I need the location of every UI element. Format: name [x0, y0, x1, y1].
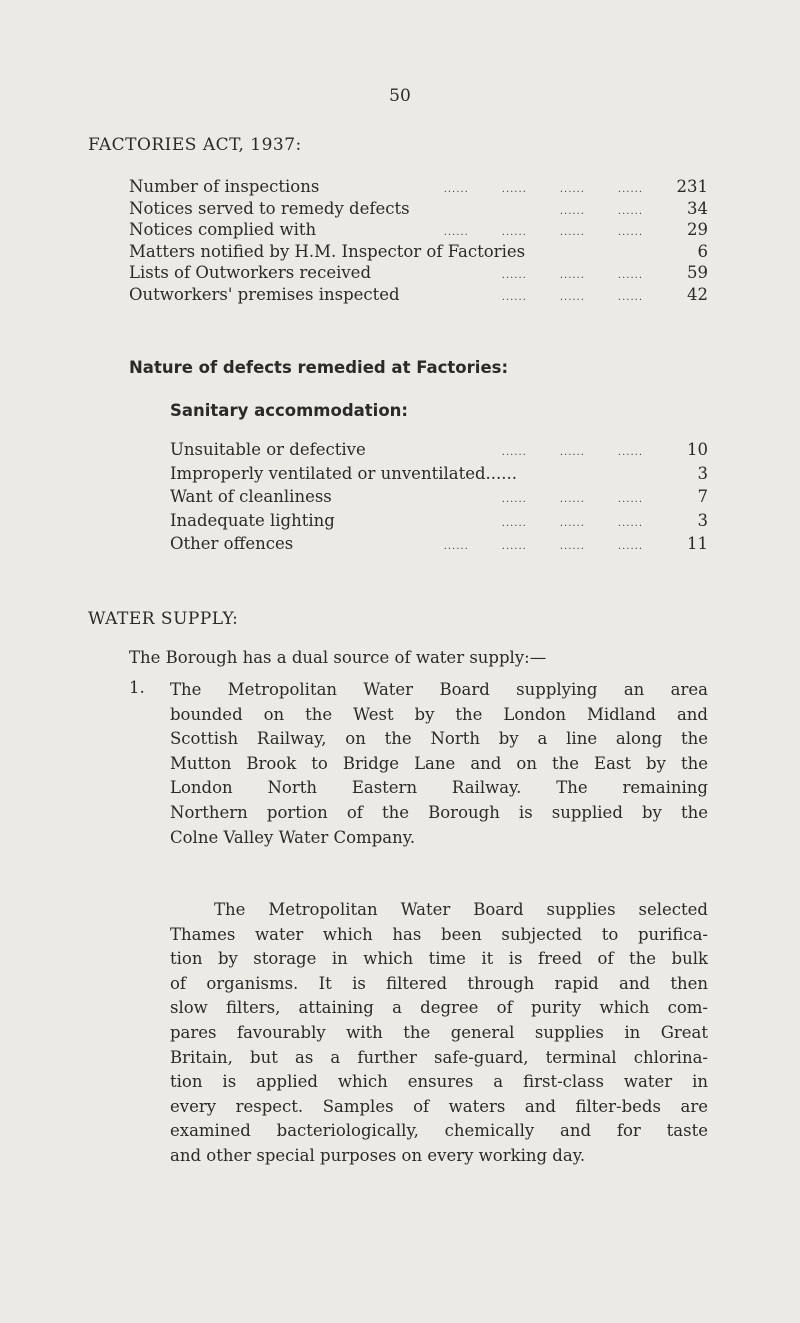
leader-dots: [400, 292, 668, 303]
leader-dot-group: ......: [443, 541, 469, 552]
leader-dot-group: ......: [617, 227, 643, 239]
row-label: Matters notified by H.M. Inspector of Factories: [129, 241, 526, 261]
row-value: 231: [676, 177, 708, 196]
leader-dot-group: ......: [617, 292, 643, 303]
leader-dot-group: ......: [617, 541, 643, 552]
water-supply-heading: WATER SUPPLY:: [88, 609, 239, 629]
row-value: 59: [687, 263, 708, 283]
paragraph-line: Colne Valley Water Company.: [170, 827, 416, 847]
table-row: [170, 534, 708, 558]
table-row: [129, 285, 708, 309]
leader-dot-group: ......: [501, 447, 527, 458]
paragraph-line: Thames water which has been subjected to purifica-: [170, 924, 708, 944]
leader-dot-group: ......: [617, 494, 643, 505]
row-value: 7: [697, 487, 708, 506]
paragraph-line: The Metropolitan Water Board supplying an area: [170, 680, 708, 699]
leader-dot-group: ......: [617, 205, 643, 217]
row-value: 11: [687, 534, 708, 553]
leader-dot-group: ......: [559, 227, 585, 239]
leader-dot-group: ......: [501, 541, 527, 552]
paragraph-line: bounded on the West by the London Midland and: [170, 704, 708, 724]
row-value: 3: [697, 510, 708, 530]
leader-dot-group: ......: [501, 184, 527, 195]
leader-dots: [410, 206, 668, 217]
leader-dot-group: ......: [443, 184, 469, 195]
row-label: Inadequate lighting: [170, 510, 335, 530]
page-number: 50: [389, 86, 411, 106]
paragraph-line: Mutton Brook to Bridge Lane and on the East by the: [170, 753, 708, 773]
row-label: Notices served to remedy defects: [129, 198, 410, 218]
factories-act-heading: FACTORIES ACT, 1937:: [88, 135, 302, 155]
defects-heading: Nature of defects remedied at Factories:: [129, 358, 509, 377]
table-row: [129, 242, 708, 266]
leader-dot-group: ......: [617, 270, 643, 282]
paragraph-line: The Metropolitan Water Board supplies selected: [214, 900, 708, 919]
leader-dot-group: ......: [501, 517, 527, 529]
paragraph-line: London North Eastern Railway. The remaining: [170, 778, 708, 798]
leader-dot-group: ......: [617, 184, 643, 195]
leader-dot-group: ......: [559, 541, 585, 552]
table-row: [129, 199, 708, 223]
leader-dots: [319, 184, 668, 195]
leader-dot-group: ......: [501, 227, 527, 239]
table-row: [170, 511, 708, 535]
table-row: [170, 440, 708, 464]
water-supply-intro: The Borough has a dual source of water supply:—: [129, 648, 547, 667]
row-value: 10: [687, 440, 708, 459]
leader-dots: [335, 518, 668, 529]
row-value: 6: [697, 241, 708, 261]
row-value: 3: [697, 463, 708, 483]
row-label: Lists of Outworkers received: [129, 263, 372, 283]
paragraph-line: tion by storage in which time it is freed of the bulk: [170, 949, 708, 969]
table-row: [170, 464, 708, 488]
row-label: Improperly ventilated or unventilated......: [170, 463, 518, 483]
leader-dot-group: ......: [559, 292, 585, 303]
leader-dot-group: ......: [559, 494, 585, 505]
leader-dot-group: ......: [501, 494, 527, 505]
row-label: Other offences: [170, 534, 294, 553]
paragraph-line: pares favourably with the general supplies in Great: [170, 1022, 708, 1042]
paragraph-line: tion is applied which ensures a first-class water in: [170, 1072, 708, 1092]
paragraph-line: Northern portion of the Borough is supplied by the: [170, 802, 708, 822]
row-label: Outworkers' premises inspected: [129, 285, 400, 304]
row-value: 42: [687, 285, 708, 304]
leader-dot-group: ......: [559, 205, 585, 217]
paragraph-line: Scottish Railway, on the North by a line along the: [170, 729, 708, 749]
leader-dot-group: ......: [617, 517, 643, 529]
leader-dots: [366, 447, 668, 458]
leader-dot-group: ......: [501, 292, 527, 303]
leader-dots: [371, 270, 668, 281]
table-row: [129, 263, 708, 287]
leader-dot-group: ......: [559, 270, 585, 282]
leader-dots: [332, 494, 668, 505]
paragraph-line: every respect. Samples of waters and filter-beds are: [170, 1096, 708, 1116]
leader-dot-group: ......: [501, 270, 527, 282]
sanitary-subheading: Sanitary accommodation:: [170, 401, 409, 420]
paragraph-line: of organisms. It is filtered through rapid and then: [170, 973, 708, 993]
table-row: [129, 177, 708, 201]
row-value: 34: [687, 198, 708, 218]
paragraph-line: examined bacteriologically, chemically and for taste: [170, 1121, 708, 1141]
water-supply-paragraph-2: [170, 898, 708, 1169]
row-label: Want of cleanliness: [170, 487, 332, 506]
leader-dot-group: ......: [617, 447, 643, 458]
table-row: [170, 487, 708, 511]
leader-dots: [293, 541, 668, 552]
row-value: 29: [687, 220, 708, 240]
row-label: Number of inspections: [129, 177, 320, 196]
leader-dot-group: ......: [559, 447, 585, 458]
row-label: Unsuitable or defective: [170, 440, 366, 459]
leader-dots: [316, 227, 668, 238]
list-item-number: 1.: [129, 678, 145, 697]
paragraph-line: Britain, but as a further safe-guard, terminal chlorina-: [170, 1047, 708, 1067]
row-label: Notices complied with: [129, 220, 317, 240]
paragraph-line: and other special purposes on every working day.: [170, 1145, 586, 1165]
paragraph-line: slow filters, attaining a degree of purity which com-: [170, 998, 708, 1018]
leader-dot-group: ......: [443, 227, 469, 239]
table-row: [129, 220, 708, 244]
leader-dot-group: ......: [559, 517, 585, 529]
water-supply-paragraph-1: [170, 678, 708, 850]
leader-dot-group: ......: [559, 184, 585, 195]
